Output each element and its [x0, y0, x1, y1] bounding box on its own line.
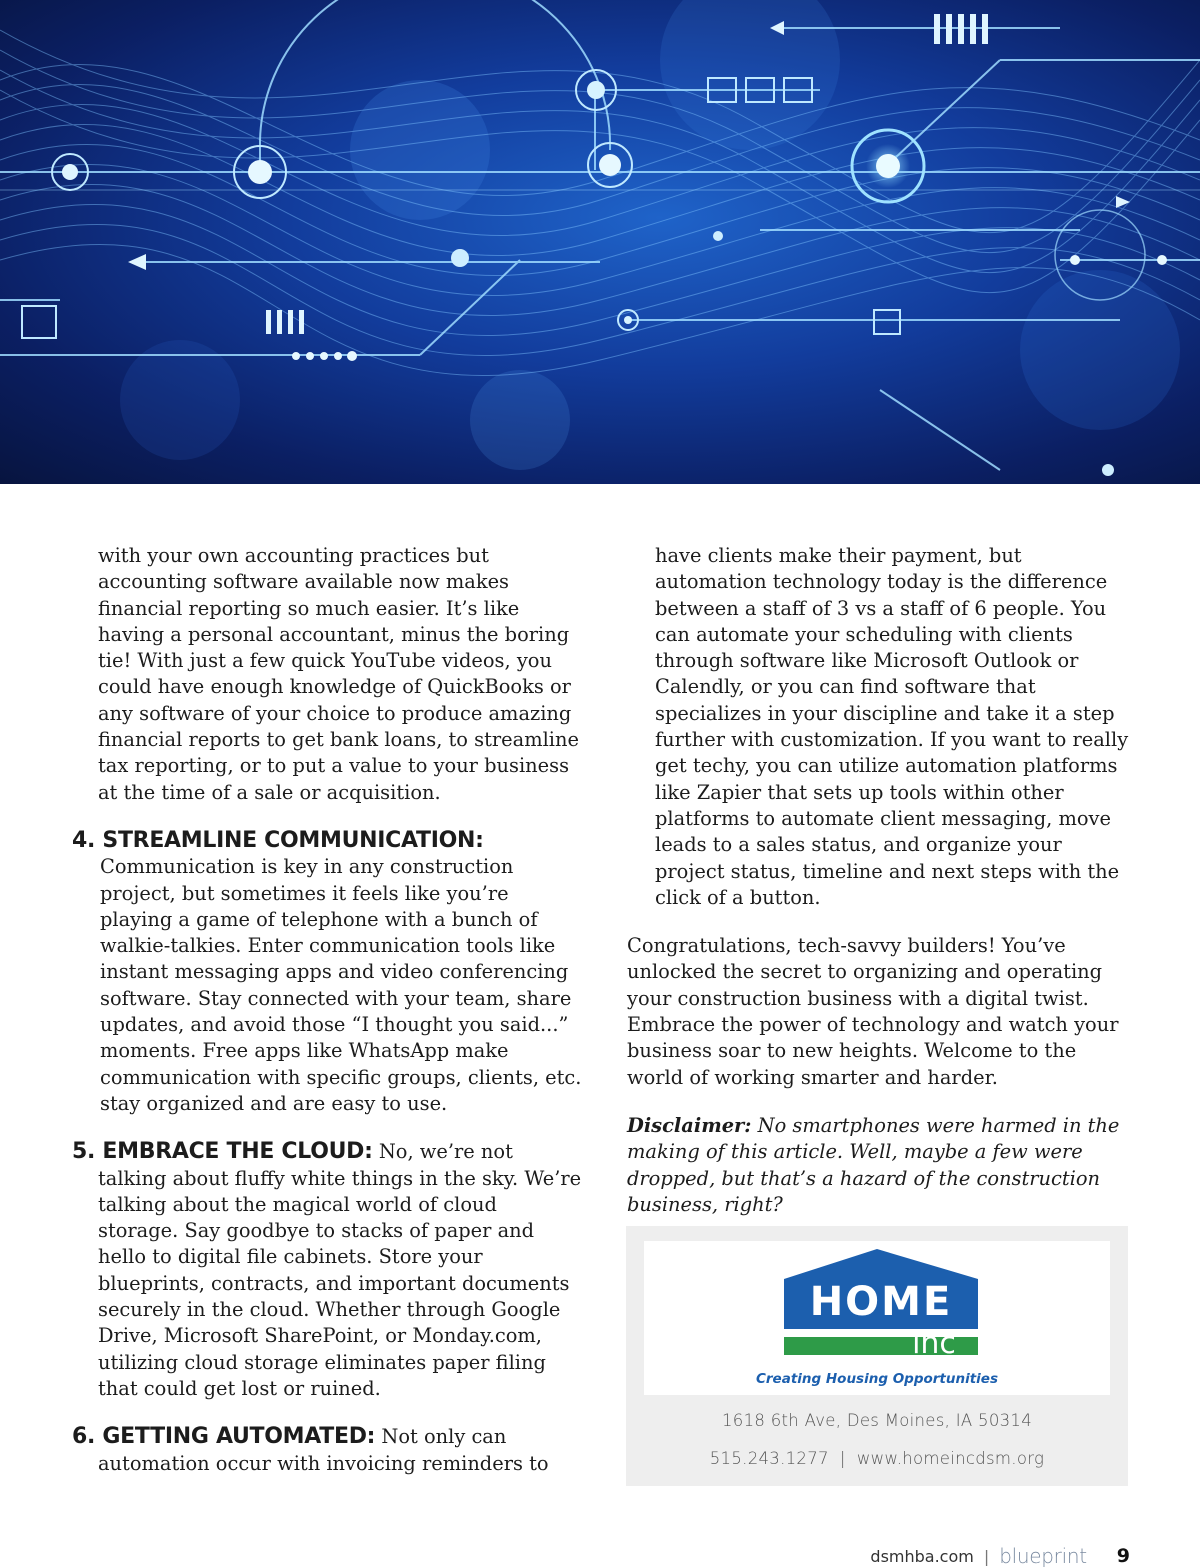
logo-tagline: Creating Housing Opportunities	[755, 1371, 999, 1387]
list-item-getting-automated	[72, 1424, 582, 1477]
item-heading: 4. STREAMLINE COMMUNICATION:	[72, 827, 484, 853]
conclusion-paragraph: Congratulations, tech-savvy builders! You’ve unlocked the secret to organizing and operating your construction business with a digital twist. Embrace the power of technology and watch your business soar to new heights. Welcome to the world of working smarter and harder.	[627, 934, 1119, 1089]
footer-brand: blueprint	[999, 1544, 1087, 1568]
ad-address: 1618 6th Ave, Des Moines, IA 50314	[721, 1411, 1033, 1430]
intro-paragraph: with your own accounting practices but accounting software available now makes financial reporting so much easier. It’s like having a personal accountant, minus the boring tie! With just a few quick YouTube videos, you could have enough knowledge of QuickBooks or any software of your choice to produce amazing financial reports to get bank loans, to streamline tax reporting, or to put a value to your business at the time of a sale or acquisition.	[98, 544, 579, 804]
item-paragraph	[72, 1424, 582, 1477]
hero-image	[0, 0, 1200, 484]
list-item-streamline-communication	[72, 828, 582, 1117]
item-paragraph	[72, 1139, 582, 1402]
disclaimer-paragraph	[627, 1113, 1137, 1218]
left-column	[72, 543, 582, 1477]
logo-word-home: HOME	[809, 1279, 953, 1325]
circuit-graphic	[0, 0, 1200, 484]
item-heading: 6. GETTING AUTOMATED:	[72, 1424, 376, 1450]
item-body: No, we’re not talking about fluffy white things in the sky. We’re talking about the magical world of cloud storage. Say goodbye to stacks of paper and hello to digital file cabinets. Store your blueprints, contracts, and important documents securely in the cloud. Whether through Google Drive, Microsoft SharePoint, or Monday.com, utilizing cloud storage eliminates paper filing that could get lost or ruined.	[98, 1140, 582, 1400]
ad-contact[interactable]: 515.243.1277 | www.homeincdsm.org	[709, 1449, 1045, 1468]
disclaimer-label: Disclaimer:	[627, 1113, 752, 1137]
footer-website[interactable]: dsmhba.com	[870, 1546, 974, 1566]
item-body: Not only can automation occur with invoicing reminders to	[98, 1425, 549, 1475]
logo-word-inc: inc	[912, 1326, 956, 1361]
item-body: Communication is key in any construction project, but sometimes it feels like you’re playing a game of telephone with a bunch of walkie-talkies. Enter communication tools like instant messaging apps and video conferencing software. Stay connected with your team, share updates, and avoid those “I thought you said...” moments. Free apps like WhatsApp make communication with specific groups, clients, etc. stay organized and are easy to use.	[100, 855, 582, 1115]
list-item-embrace-the-cloud	[72, 1139, 582, 1402]
page-number: 9	[1116, 1545, 1130, 1567]
footer-separator: |	[983, 1546, 990, 1566]
home-inc-advertisement[interactable]	[626, 1226, 1128, 1486]
item-heading: 5. EMBRACE THE CLOUD:	[72, 1139, 373, 1165]
ad-logo-panel	[644, 1241, 1110, 1395]
automation-continuation: have clients make their payment, but automation technology today is the difference between a staff of 3 vs a staff of 6 people. You can automate your scheduling with clients through software like Microsoft Outlook or Calendly, or you can find software that specializes in your discipline and take it a step further with customization. If you want to really get techy, you can utilize automation platforms like Zapier that sets up tools within other platforms to automate client messaging, move leads to a sales status, and organize your project status, timeline and next steps with the click of a button.	[655, 544, 1129, 909]
right-column	[627, 543, 1137, 1218]
disclaimer-text: No smartphones were harmed in the making of this article. Well, maybe a few were dropped, but that’s a hazard of the construction business, right?	[627, 1113, 1120, 1216]
home-inc-logo	[644, 1241, 1110, 1395]
page-footer	[870, 1545, 1130, 1567]
